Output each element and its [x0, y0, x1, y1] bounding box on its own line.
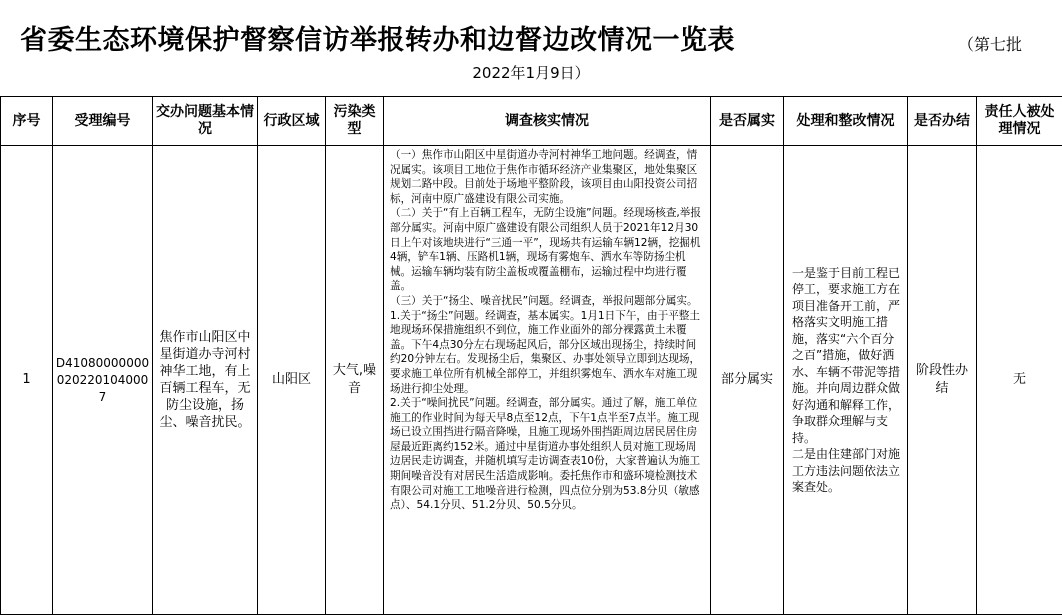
- district: 山阳区: [258, 146, 326, 615]
- investigation-paragraph: （二）关于“有上百辆工程车，无防尘设施”问题。经现场核查,举报部分属实。河南中原广盛建设有限公司组织人员于2021年12月30日上午对该地块进行“三通一平”，现场共有运输车辆12辆，挖掘机4辆，铲车1辆、压路机1辆，现场有雾炮车、洒水车等防扬尘机械。运输车辆均装有防尘盖板或覆盖棚布，运输过程中均进行覆盖。: [390, 206, 706, 294]
- report-date: 2022年1月9日）: [0, 62, 1062, 83]
- verified-status: 部分属实: [711, 146, 784, 615]
- column-header: 是否属实: [711, 97, 784, 146]
- investigation-details: [384, 146, 711, 615]
- investigation-paragraph: 1.关于“扬尘”问题。经调查，基本属实。1月1日下午，由于平整土地现场环保措施组织不到位，施工作业面外的部分裸露黄土未覆盖。下午4点30分左右现场起风后，部分区域出现扬尘，持续时间约20分钟左右。发现扬尘后，集聚区、办事处领导立即到达现场，要求施工单位所有机械全部停工，并组织雾炮车、洒水车对施工现场进行抑尘处理。: [390, 309, 706, 397]
- table-row: [1, 146, 1062, 615]
- rectification-paragraph: 一是鉴于目前工程已停工，要求施工方在项目准备开工前，严格落实文明施工措施，落实“六个百分之百”措施，做好洒水、车辆不带泥等措施。并向周边群众做好沟通和解释工作，争取群众理解与支持。: [792, 265, 904, 447]
- report-table: [0, 96, 1062, 615]
- column-header: 处理和整改情况: [784, 97, 908, 146]
- rectification-paragraph: 二是由住建部门对施工方违法问题依法立案查处。: [792, 446, 904, 496]
- rectification-measures: [784, 146, 908, 615]
- table-header-row: [1, 97, 1062, 146]
- investigation-paragraph: （一）焦作市山阳区中星街道办寺河村神华工地问题。经调查，情况属实。该项目工地位于焦作市循环经济产业集聚区，地处集聚区规划二路中段。目前处于场地平整阶段，该项目由山阳投资公司招标，河南中原广盛建设有限公司实施。: [390, 148, 706, 206]
- column-header: 污染类型: [326, 97, 384, 146]
- accountability-status: 无: [977, 146, 1062, 615]
- column-header: 序号: [1, 97, 53, 146]
- problem-description: 焦作市山阳区中星街道办寺河村神华工地，有上百辆工程车，无防尘设施，扬尘、噪音扰民。: [153, 146, 258, 615]
- column-header: 受理编号: [53, 97, 153, 146]
- investigation-paragraph: （三）关于“扬尘、噪音扰民”问题。经调查，举报问题部分属实。: [390, 294, 706, 309]
- closure-status: 阶段性办结: [908, 146, 977, 615]
- column-header: 责任人被处理情况: [977, 97, 1062, 146]
- column-header: 交办问题基本情况: [153, 97, 258, 146]
- row-index: 1: [1, 146, 53, 615]
- column-header: 调查核实情况: [384, 97, 711, 146]
- column-header: 是否办结: [908, 97, 977, 146]
- column-header: 行政区域: [258, 97, 326, 146]
- investigation-paragraph: 2.关于“噪间扰民”问题。经调查，部分属实。通过了解，施工单位施工的作业时间为每天早8点至12点，下午1点半至7点半。施工现场已设立围挡进行隔音降噪，且施工现场外围挡距周边居民居住房屋最近距离约152米。通过中星街道办事处组织人员对施工现场周边居民走访调查，并随机填写走访调查表10份，大家普遍认为施工期间噪音没有对居民生活造成影响。委托焦作市和盛环境检测技术有限公司对施工工地噪音进行检测，四点位分别为53.8分贝（敏感点）、54.1分贝、51.2分贝、50.5分贝。: [390, 396, 706, 513]
- page-title: 省委生态环境保护督察信访举报转办和边督边改情况一览表: [20, 18, 735, 57]
- pollution-type: 大气,噪音: [326, 146, 384, 615]
- batch-label: （第七批: [958, 32, 1022, 55]
- case-id: D410800000000202201040007: [53, 146, 153, 615]
